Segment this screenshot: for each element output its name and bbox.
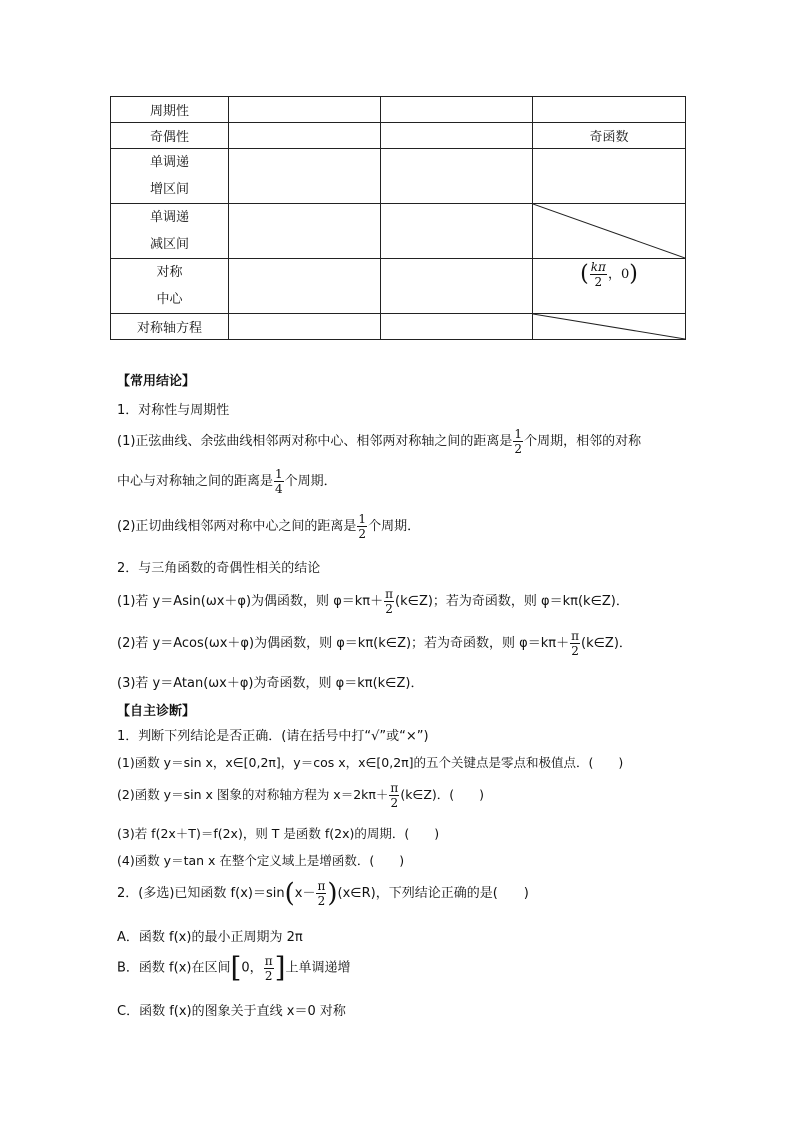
cell-empty — [533, 149, 686, 204]
cell-center-tan — [533, 259, 686, 314]
cell-empty — [229, 123, 381, 149]
question-1-item-4: (4)函数 y＝tan x 在整个定义域上是增函数．( ) — [117, 853, 405, 868]
cell-empty — [229, 204, 381, 259]
left-paren: ( — [284, 878, 295, 909]
cell-empty — [381, 259, 533, 314]
cell-diagonal — [533, 314, 686, 340]
right-bracket: ] — [274, 951, 286, 984]
row-label-increasing — [111, 149, 229, 204]
fraction: $\frac{1}{2}$ — [514, 427, 523, 456]
row-label-line: 单调递 — [149, 210, 189, 225]
option-a: A．函数 f(x)的最小正周期为 2π — [117, 930, 303, 945]
table-row-axis — [111, 314, 686, 340]
fraction: $\frac{\pi}{2}$ — [264, 953, 273, 983]
cell-empty — [381, 149, 533, 204]
row-label-parity: 奇偶性 — [111, 123, 229, 149]
row-label-center — [111, 259, 229, 314]
table-row-parity — [111, 123, 686, 149]
cell-diagonal — [533, 204, 686, 259]
cell-empty — [229, 314, 381, 340]
question-1-item-3: (3)若 f(2x＋T)＝f(2x)，则 T 是函数 f(2x)的周期．( ) — [117, 826, 440, 841]
table-row-period — [111, 97, 686, 123]
row-label-line: 单调递 — [149, 155, 189, 170]
cell-empty — [381, 123, 533, 149]
conclusion-2-para-2: (2)若 y＝Acos(ωx＋φ)为偶函数，则 φ＝kπ(k∈Z)；若为奇函数，则 φ＝kπ＋ $\frac{\pi}{2}$ (k∈Z)． — [117, 629, 632, 658]
diagonal-line — [533, 314, 685, 339]
question-2-stem: 2．(多选)已知函数 f(x)＝sin(x－ $\frac{\pi}{2}$ )(x∈R)，下列结论正确的是( ) — [117, 878, 529, 909]
diagonal-line — [533, 204, 685, 258]
right-paren: ) — [629, 261, 638, 287]
row-label-axis: 对称轴方程 — [111, 314, 229, 340]
trig-properties-table — [110, 96, 686, 340]
row-label-period: 周期性 — [111, 97, 229, 123]
fraction: $\frac{1}{2}$ — [358, 512, 367, 541]
conclusion-1-para-1-cont: 中心与对称轴之间的距离是 $\frac{1}{4}$ 个周期． — [117, 467, 337, 496]
cell-empty — [533, 97, 686, 123]
table-row-increasing — [111, 149, 686, 204]
cell-empty — [229, 259, 381, 314]
fraction: $\frac{\pi}{2}$ — [390, 781, 399, 810]
fraction: $\frac{1}{4}$ — [275, 467, 283, 496]
table-row-center — [111, 259, 686, 314]
cell-empty — [381, 204, 533, 259]
row-label-line: 减区间 — [149, 237, 189, 252]
left-paren: ( — [580, 261, 589, 287]
fraction: $\frac{\pi}{2}$ — [385, 587, 394, 616]
conclusion-1-para-1: (1)正弦曲线、余弦曲线相邻两对称中心、相邻两对称轴之间的距离是 $\frac{1}{2}$ 个周期，相邻的对称 — [117, 427, 642, 456]
option-b: B．函数 f(x)在区间[0， $\frac{\pi}{2}$ ]上单调递增 — [117, 951, 351, 984]
cell-empty — [229, 149, 381, 204]
fraction: $\frac{\pi}{2}$ — [571, 629, 579, 658]
row-label-line: 对称 — [156, 265, 183, 280]
table-row-decreasing — [111, 204, 686, 259]
cell-empty — [381, 97, 533, 123]
left-bracket: [ — [230, 951, 242, 984]
cell-empty — [229, 97, 381, 123]
conclusion-1-para-2: (2)正切曲线相邻两对称中心之间的距离是 $\frac{1}{2}$ 个周期． — [117, 512, 421, 541]
fraction: $\frac{\pi}{2}$ — [317, 879, 326, 908]
question-1-item-1: (1)函数 y＝sin x，x∈[0,2π]，y＝cos x，x∈[0,2π]的五个关键点是零点和极值点．( ) — [117, 755, 624, 770]
question-1-item-2: (2)函数 y＝sin x 图象的对称轴方程为 x＝2kπ＋ $\frac{\pi}{2}$ (k∈Z)．( ) — [117, 781, 485, 810]
conclusion-2-title: 2．与三角函数的奇偶性相关的结论 — [117, 561, 321, 576]
row-label-line: 中心 — [156, 292, 183, 307]
cell-empty — [381, 314, 533, 340]
right-paren: ) — [327, 878, 338, 909]
fraction: $\frac{k\pi}{2}$ — [590, 260, 606, 289]
conclusion-2-para-1: (1)若 y＝Asin(ωx＋φ)为偶函数，则 φ＝kπ＋ $\frac{\pi}{2}$ (k∈Z)；若为奇函数，则 φ＝kπ(k∈Z)． — [117, 587, 629, 616]
cell-parity-tan: 奇函数 — [533, 123, 686, 149]
option-c: C．函数 f(x)的图象关于直线 x＝0 对称 — [117, 1004, 346, 1019]
conclusion-2-para-3: (3)若 y＝Atan(ωx＋φ)为奇函数，则 φ＝kπ(k∈Z)． — [117, 676, 424, 691]
conclusion-1-title: 1．对称性与周期性 — [117, 403, 230, 418]
row-label-line: 增区间 — [149, 182, 189, 197]
question-1-title: 1．判断下列结论是否正确．(请在括号中打“√”或“×”) — [117, 729, 429, 744]
section-heading-diagnosis: 【自主诊断】 — [117, 704, 196, 719]
row-label-decreasing — [111, 204, 229, 259]
center-rest: ，0 — [607, 267, 630, 282]
section-heading-conclusions: 【常用结论】 — [117, 374, 196, 389]
